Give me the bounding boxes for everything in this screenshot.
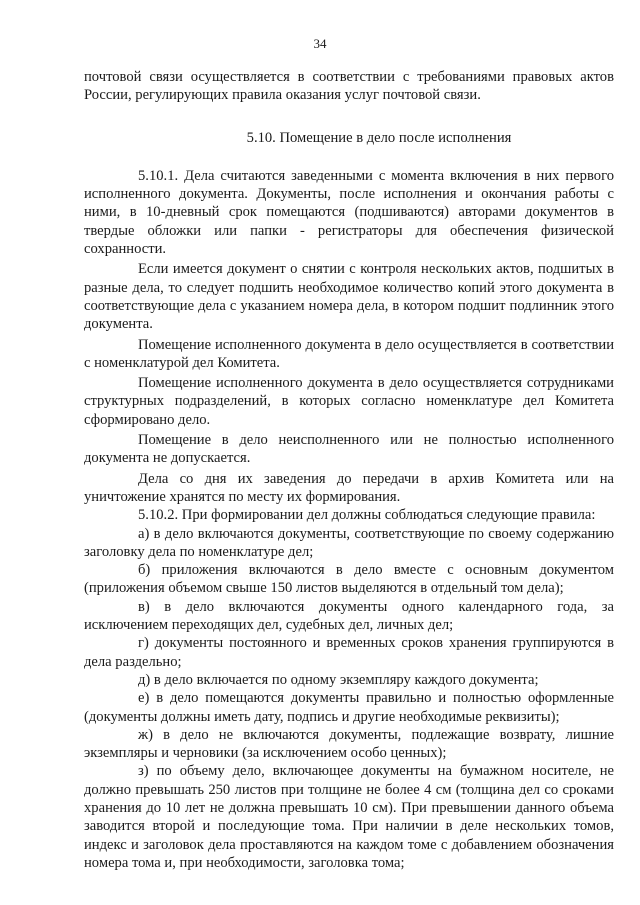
paragraph-storage: Дела со дня их заведения до передачи в архив Комитета или на уничтожение хранятся по месту их формирования. [84,470,614,505]
rule-z: з) по объему дело, включающее документы на бумажном носителе, не должно превышать 250 листов при толщине не более 4 см (толщина дел со сроками хранения до 10 лет не должна превышать 10 см). При превышении данного объема заводится второй и последующие тома. При наличии в деле нескольких томов, индекс и заголовок дела проставляются на каждом томе с добавлением обозначения номера тома и, при необходимости, заголовка тома; [84,763,614,871]
paragraph-5-10-2: 5.10.2. При формировании дел должны соблюдаться следующие правила: [138,507,596,524]
page-content [84,68,614,872]
rule-e: е) в дело помещаются документы правильно и полностью оформленные (документы должны иметь дату, подпись и другие необходимые реквизиты); [84,690,614,725]
paragraph-copies: Если имеется документ о снятии с контроля нескольких актов, подшитых в разные дела, то следует подшить необходимое количество копий этого документа в соответствующие дела с указанием номера дела, в котором подшит подлинник этого документа. [84,261,614,333]
rule-g: г) документы постоянного и временных сроков хранения группируются в дела раздельно; [84,635,614,670]
rule-b: б) приложения включаются в дело вместе с основным документом (приложения объемом свыше 150 листов выделяются в отдельный том дела); [84,562,614,597]
page-number: 34 [313,36,327,51]
rule-zh: ж) в дело не включаются документы, подлежащие возврату, лишние экземпляры и черновики (за исключением особо ценных); [84,726,614,762]
paragraph-not-allowed: Помещение в дело неисполненного или не полностью исполненного документа не допускается. [84,432,614,467]
rule-d: д) в дело включается по одному экземпляру каждого документа; [138,671,539,688]
paragraph-nomenclature: Помещение исполненного документа в дело осуществляется в соответствии с номенклатурой дел Комитета. [84,336,614,371]
rule-a: а) в дело включаются документы, соответствующие по своему содержанию заголовку дела по номенклатуре дел; [84,525,614,560]
paragraph-staff: Помещение исполненного документа в дело осуществляется сотрудниками структурных подразделений, в которых согласно номенклатуре дел Комитета сформировано дело. [84,375,614,428]
lead-paragraph: почтовой связи осуществляется в соответствии с требованиями правовых актов России, регулирующих правила оказания услуг почтовой связи. [84,69,614,104]
paragraph-5-10-1: 5.10.1. Дела считаются заведенными с момента включения в них первого исполненного документа. Документы, после исполнения и окончания работы с ними, в 10-дневный срок помещаются (подшиваются) авторами документов в твердые обложки или папки - регистраторы для обеспечения физической сохранности. [84,167,614,258]
section-heading: 5.10. Помещение в дело после исполнения [246,129,512,146]
rule-v: в) в дело включаются документы одного календарного года, за исключением переходящих дел, судебных дел, личных дел; [84,598,614,634]
